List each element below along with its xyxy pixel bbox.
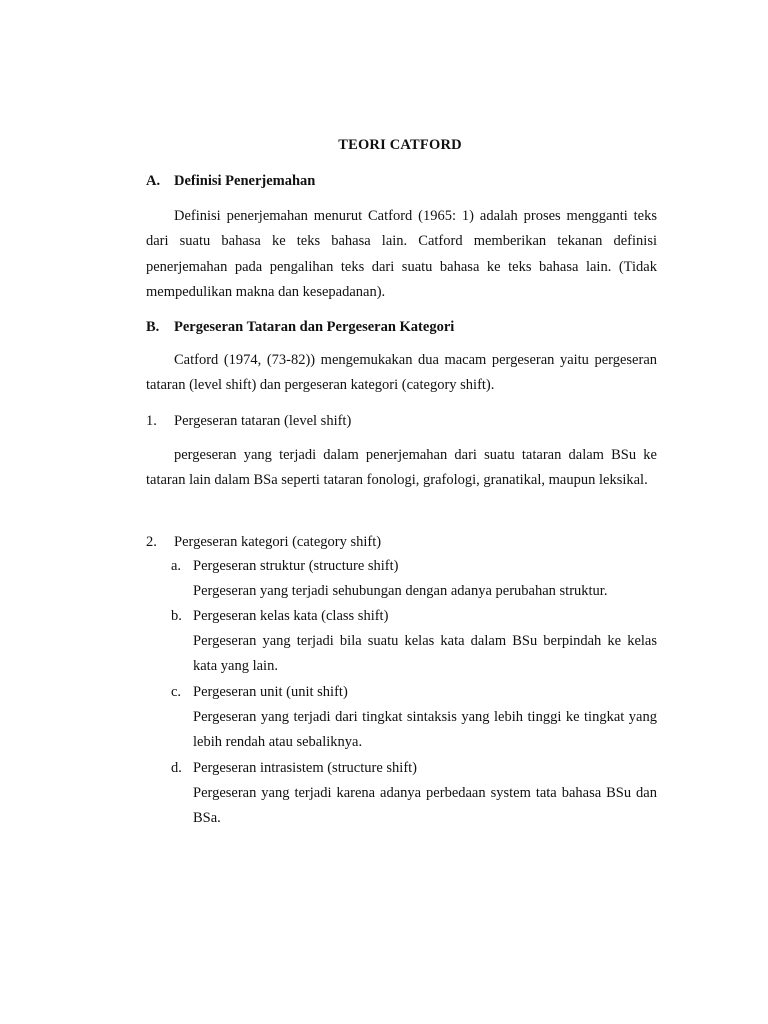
document-title: TEORI CATFORD [338, 137, 462, 153]
section-a-heading-text: Definisi Penerjemahan [174, 173, 316, 189]
subitem-d-marker: d. [171, 760, 182, 776]
subitem-b [171, 608, 388, 625]
section-a-paragraph: Definisi penerjemahan menurut Catford (1965: 1) adalah proses mengganti teks dari suatu bahasa ke teks bahasa lain. Catford memberikan tekanan definisi penerjemahan pada pengalihan teks dari suatu bahasa ke teks bahasa lain. (Tidak mempedulikan makna dan kesepadanan). [146, 208, 657, 300]
subitem-c [171, 684, 348, 701]
subitem-a-description: Pergeseran yang terjadi sehubungan dengan adanya perubahan struktur. [193, 583, 608, 599]
section-a-marker: A. [146, 173, 161, 189]
subitem-c-marker: c. [171, 684, 182, 700]
subitem-a [171, 558, 399, 575]
subitem-a-marker: a. [171, 558, 182, 574]
subitem-d-label: Pergeseran intrasistem (structure shift) [193, 760, 418, 776]
subitem-c-label: Pergeseran unit (unit shift) [193, 684, 348, 700]
item-2-label: Pergeseran kategori (category shift) [174, 534, 382, 550]
subitem-b-description: Pergeseran yang terjadi bila suatu kelas kata dalam BSu berpindah ke kelas kata yang lain. [193, 633, 657, 675]
item-1-label: Pergeseran tataran (level shift) [174, 413, 352, 429]
item-1 [146, 413, 351, 430]
section-b-marker: B. [146, 319, 160, 335]
section-a-heading [146, 173, 315, 190]
section-b-paragraph: Catford (1974, (73-82)) mengemukakan dua macam pergeseran yaitu pergeseran tataran (level shift) dan pergeseran kategori (category shift). [146, 352, 657, 394]
subitem-b-label: Pergeseran kelas kata (class shift) [193, 608, 389, 624]
subitem-b-marker: b. [171, 608, 182, 624]
subitem-a-label: Pergeseran struktur (structure shift) [193, 558, 399, 574]
subitem-d-description: Pergeseran yang terjadi karena adanya perbedaan system tata bahasa BSu dan BSa. [193, 785, 657, 827]
item-1-paragraph: pergeseran yang terjadi dalam penerjemahan dari suatu tataran dalam BSu ke tataran lain dalam BSa seperti tataran fonologi, grafologi, granatikal, maupun leksikal. [146, 447, 657, 489]
subitem-c-description: Pergeseran yang terjadi dari tingkat sintaksis yang lebih tinggi ke tingkat yang lebih rendah atau sebaliknya. [193, 709, 657, 751]
item-1-marker: 1. [146, 413, 157, 429]
item-2-marker: 2. [146, 534, 157, 550]
item-2 [146, 534, 381, 551]
section-b-heading [146, 319, 454, 336]
section-b-heading-text: Pergeseran Tataran dan Pergeseran Kategori [174, 319, 455, 335]
subitem-d [171, 760, 417, 777]
